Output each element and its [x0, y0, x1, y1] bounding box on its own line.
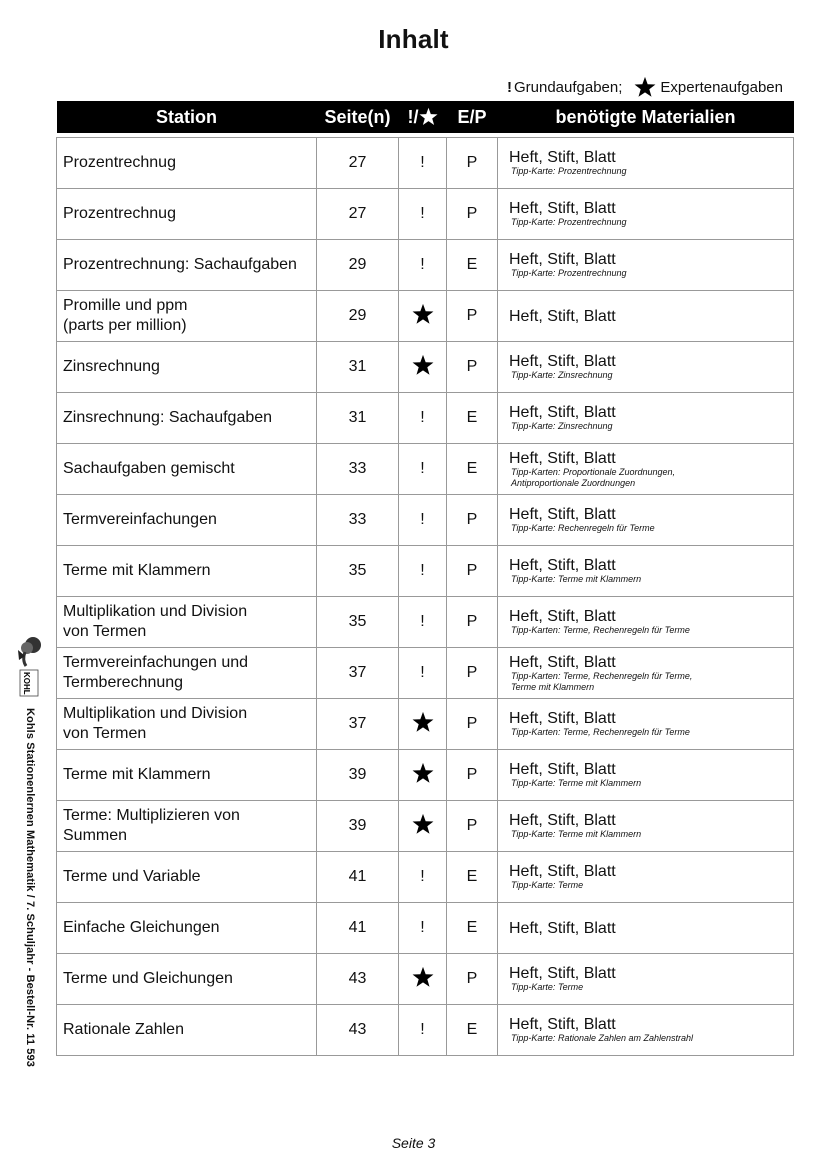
station-cell — [57, 597, 317, 648]
table-row — [57, 597, 794, 648]
contents-table — [56, 101, 794, 1056]
station-cell — [57, 342, 317, 393]
tip-card-note: Tipp-Karte: Terme — [511, 880, 584, 890]
logo-text: KOHL — [22, 672, 31, 695]
page-cell: 29 — [317, 240, 399, 291]
page-title: Inhalt — [378, 24, 449, 54]
station-name-line: Prozentrechnug — [63, 154, 176, 171]
header-pages: Seite(n) — [317, 101, 399, 133]
task-type-cell — [399, 903, 447, 954]
materials-text: Heft, Stift, Blatt — [509, 761, 616, 778]
tip-card-note: Terme mit Klammern — [511, 681, 595, 692]
sidebar — [16, 636, 42, 1096]
station-cell — [57, 495, 317, 546]
materials-text: Heft, Stift, Blatt — [509, 200, 616, 217]
star-icon — [412, 711, 434, 733]
table-row — [57, 648, 794, 699]
basic-task-label: Grundaufgaben; — [513, 78, 623, 96]
ep-cell: P — [447, 495, 498, 546]
elephant-logo-icon — [16, 636, 42, 698]
tip-card-note: Tipp-Karten: Terme, Rechenregeln für Terme — [511, 727, 690, 737]
station-name-line: Multiplikation und Division — [63, 705, 248, 722]
basic-task-symbol: ! — [420, 205, 425, 222]
basic-task-symbol: ! — [420, 154, 425, 171]
star-icon — [634, 76, 656, 98]
table-row — [57, 138, 794, 189]
task-type-cell — [399, 648, 447, 699]
star-icon — [412, 813, 434, 835]
ep-cell: P — [447, 648, 498, 699]
materials-cell — [498, 648, 794, 699]
materials-text: Heft, Stift, Blatt — [509, 307, 616, 325]
star-icon — [419, 107, 438, 126]
materials-text: Heft, Stift, Blatt — [509, 919, 616, 937]
materials-cell — [498, 444, 794, 495]
ep-cell: E — [447, 393, 498, 444]
spine-text: Kohls Stationenlernen Mathematik / 7. Schuljahr - Bestell-Nr. 11 593 — [24, 708, 36, 1067]
station-name-line: Summen — [63, 827, 128, 844]
tip-card-note: Tipp-Karte: Prozentrechnung — [511, 217, 627, 227]
materials-text: Heft, Stift, Blatt — [509, 449, 616, 467]
task-type-cell — [399, 597, 447, 648]
station-name-line: Prozentrechnug — [63, 205, 176, 222]
station-name-line: Termberechnung — [63, 674, 184, 691]
materials-text: Heft, Stift, Blatt — [509, 863, 616, 880]
ep-cell: E — [447, 240, 498, 291]
station-name-line: Termvereinfachungen — [63, 511, 217, 528]
station-cell — [57, 699, 317, 750]
tip-card-note: Tipp-Karte: Zinsrechnung — [511, 370, 613, 380]
page-number: Seite 3 — [391, 1135, 436, 1151]
ep-cell: P — [447, 750, 498, 801]
task-type-cell — [399, 801, 447, 852]
task-type-cell — [399, 342, 447, 393]
tip-card-note: Tipp-Karte: Prozentrechnung — [511, 268, 627, 278]
basic-task-symbol: ! — [420, 664, 425, 681]
materials-cell — [498, 1005, 794, 1056]
header-station: Station — [57, 101, 317, 133]
task-type-cell — [399, 852, 447, 903]
task-type-cell — [399, 393, 447, 444]
page-cell: 39 — [317, 750, 399, 801]
station-cell — [57, 291, 317, 342]
materials-text: Heft, Stift, Blatt — [509, 608, 616, 625]
basic-task-symbol: ! — [506, 78, 512, 96]
station-name-line: von Termen — [63, 725, 147, 742]
station-name-line: Sachaufgaben gemischt — [63, 460, 235, 477]
page-cell: 41 — [317, 852, 399, 903]
tip-card-note: Tipp-Karte: Terme mit Klammern — [511, 829, 642, 839]
tip-card-note: Tipp-Karte: Terme mit Klammern — [511, 778, 642, 788]
tip-card-note: Tipp-Karte: Terme — [511, 982, 584, 992]
materials-cell — [498, 342, 794, 393]
table-row — [57, 954, 794, 1005]
header-task-type — [399, 101, 447, 133]
tip-card-note: Tipp-Karte: Prozentrechnung — [511, 166, 627, 176]
materials-text: Heft, Stift, Blatt — [509, 1016, 616, 1033]
ep-cell: E — [447, 444, 498, 495]
materials-text: Heft, Stift, Blatt — [509, 353, 616, 370]
station-name-line: von Termen — [63, 623, 147, 640]
station-name-line: Terme und Gleichungen — [63, 970, 233, 987]
page-cell: 43 — [317, 1005, 399, 1056]
page-cell: 33 — [317, 495, 399, 546]
basic-task-symbol: ! — [420, 868, 425, 885]
basic-task-symbol: ! — [420, 613, 425, 630]
station-name-line: Rationale Zahlen — [63, 1021, 184, 1038]
table-row — [57, 801, 794, 852]
table-row — [57, 699, 794, 750]
station-cell — [57, 138, 317, 189]
station-name-line: Promille und ppm — [63, 297, 188, 314]
ep-cell: E — [447, 903, 498, 954]
materials-text: Heft, Stift, Blatt — [509, 812, 616, 829]
table-body — [57, 138, 794, 1056]
tip-card-note: Tipp-Karten: Proportionale Zuordnungen, — [511, 466, 676, 477]
station-name-line: Termvereinfachungen und — [63, 654, 249, 671]
ep-cell: E — [447, 1005, 498, 1056]
ep-cell: P — [447, 138, 498, 189]
materials-text: Heft, Stift, Blatt — [509, 965, 616, 982]
page-cell: 27 — [317, 138, 399, 189]
task-type-cell — [399, 444, 447, 495]
tip-card-note: Tipp-Karte: Rechenregeln für Terme — [511, 523, 655, 533]
materials-cell — [498, 291, 794, 342]
ep-cell: P — [447, 189, 498, 240]
table-row — [57, 444, 794, 495]
page-cell: 37 — [317, 648, 399, 699]
tip-card-note: Tipp-Karte: Terme mit Klammern — [511, 574, 642, 584]
ep-cell: P — [447, 699, 498, 750]
station-name-line: Terme mit Klammern — [63, 562, 211, 579]
page-cell: 43 — [317, 954, 399, 1005]
materials-cell — [498, 954, 794, 1005]
basic-task-symbol: ! — [420, 919, 425, 936]
station-name-line: Terme und Variable — [63, 868, 201, 885]
materials-text: Heft, Stift, Blatt — [509, 653, 616, 671]
page-cell: 41 — [317, 903, 399, 954]
ep-cell: P — [447, 342, 498, 393]
materials-text: Heft, Stift, Blatt — [509, 506, 616, 523]
materials-text: Heft, Stift, Blatt — [509, 557, 616, 574]
materials-cell — [498, 801, 794, 852]
materials-text: Heft, Stift, Blatt — [509, 404, 616, 421]
basic-task-symbol: ! — [420, 562, 425, 579]
basic-task-symbol: ! — [420, 460, 425, 477]
tip-card-note: Tipp-Karten: Terme, Rechenregeln für Terme, — [511, 670, 693, 681]
station-cell — [57, 750, 317, 801]
page-cell: 37 — [317, 699, 399, 750]
table-row — [57, 240, 794, 291]
task-type-cell — [399, 291, 447, 342]
station-cell — [57, 546, 317, 597]
tip-card-note: Antiproportionale Zuordnungen — [511, 477, 636, 488]
station-name-line: Zinsrechnung — [63, 358, 160, 375]
page-cell: 31 — [317, 342, 399, 393]
materials-cell — [498, 546, 794, 597]
legend — [507, 76, 783, 98]
materials-cell — [498, 597, 794, 648]
materials-cell — [498, 189, 794, 240]
materials-cell — [498, 138, 794, 189]
table-row — [57, 291, 794, 342]
task-type-cell — [399, 189, 447, 240]
materials-cell — [498, 750, 794, 801]
table-row — [57, 546, 794, 597]
header-type-prefix: !/ — [407, 106, 419, 127]
star-icon — [412, 303, 434, 325]
basic-task-symbol: ! — [420, 511, 425, 528]
station-cell — [57, 240, 317, 291]
station-name-line: Zinsrechnung: Sachaufgaben — [63, 409, 273, 426]
station-cell — [57, 393, 317, 444]
materials-cell — [498, 495, 794, 546]
materials-cell — [498, 903, 794, 954]
expert-task-label: Expertenaufgaben — [660, 78, 783, 96]
station-name-line: Multiplikation und Division — [63, 603, 248, 620]
tip-card-note: Tipp-Karte: Rationale Zahlen am Zahlenstrahl — [511, 1033, 694, 1043]
page-cell: 39 — [317, 801, 399, 852]
table-row — [57, 852, 794, 903]
station-cell — [57, 954, 317, 1005]
tip-card-note: Tipp-Karten: Terme, Rechenregeln für Terme — [511, 625, 690, 635]
page-cell: 35 — [317, 546, 399, 597]
basic-task-symbol: ! — [420, 409, 425, 426]
station-name-line: Einfache Gleichungen — [63, 919, 220, 936]
station-cell — [57, 852, 317, 903]
table-header-row — [57, 101, 794, 133]
ep-cell: P — [447, 801, 498, 852]
page-cell: 33 — [317, 444, 399, 495]
page-cell: 27 — [317, 189, 399, 240]
station-cell — [57, 648, 317, 699]
ep-cell: P — [447, 546, 498, 597]
table-row — [57, 495, 794, 546]
header-materials: benötigte Materialien — [498, 101, 794, 133]
task-type-cell — [399, 954, 447, 1005]
tip-card-note: Tipp-Karte: Zinsrechnung — [511, 421, 613, 431]
page-cell: 31 — [317, 393, 399, 444]
basic-task-symbol: ! — [420, 256, 425, 273]
station-cell — [57, 1005, 317, 1056]
task-type-cell — [399, 546, 447, 597]
station-name-line: Terme mit Klammern — [63, 766, 211, 783]
star-icon — [412, 354, 434, 376]
task-type-cell — [399, 1005, 447, 1056]
materials-cell — [498, 240, 794, 291]
station-cell — [57, 903, 317, 954]
table-row — [57, 342, 794, 393]
table-row — [57, 1005, 794, 1056]
page-cell: 29 — [317, 291, 399, 342]
task-type-cell — [399, 240, 447, 291]
station-name-line: Terme: Multiplizieren von — [63, 807, 240, 824]
star-icon — [412, 966, 434, 988]
station-name-line: Prozentrechnung: Sachaufgaben — [63, 256, 297, 273]
table-row — [57, 903, 794, 954]
ep-cell: P — [447, 597, 498, 648]
station-cell — [57, 801, 317, 852]
ep-cell: P — [447, 291, 498, 342]
station-cell — [57, 189, 317, 240]
task-type-cell — [399, 138, 447, 189]
header-ep: E/P — [447, 101, 498, 133]
station-cell — [57, 444, 317, 495]
task-type-cell — [399, 750, 447, 801]
ep-cell: E — [447, 852, 498, 903]
task-type-cell — [399, 495, 447, 546]
star-icon — [412, 762, 434, 784]
page-cell: 35 — [317, 597, 399, 648]
ep-cell: P — [447, 954, 498, 1005]
table-row — [57, 750, 794, 801]
table-row — [57, 189, 794, 240]
materials-cell — [498, 699, 794, 750]
materials-text: Heft, Stift, Blatt — [509, 710, 616, 727]
table-row — [57, 393, 794, 444]
materials-text: Heft, Stift, Blatt — [509, 149, 616, 166]
materials-cell — [498, 393, 794, 444]
materials-text: Heft, Stift, Blatt — [509, 251, 616, 268]
task-type-cell — [399, 699, 447, 750]
materials-cell — [498, 852, 794, 903]
basic-task-symbol: ! — [420, 1021, 425, 1038]
station-name-line: (parts per million) — [63, 317, 187, 334]
